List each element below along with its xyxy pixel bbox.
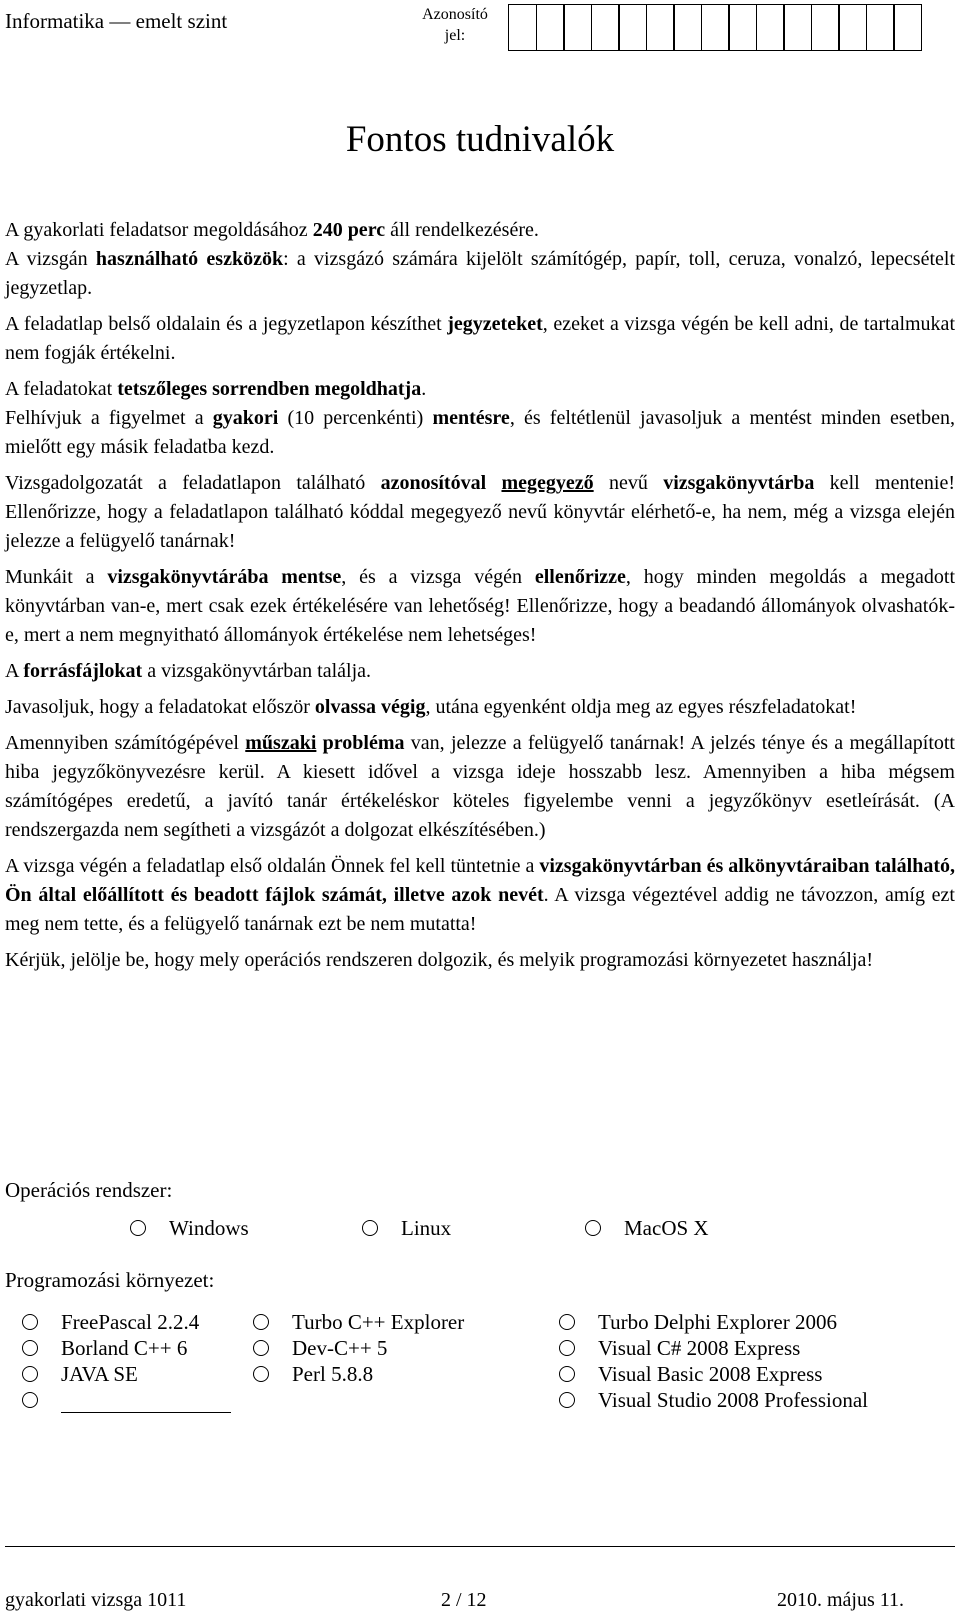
- option-label: Perl 5.8.8: [292, 1362, 374, 1386]
- instructions-body: [5, 216, 955, 982]
- option-item[interactable]: [559, 1310, 837, 1335]
- radio-circle-icon[interactable]: [22, 1366, 38, 1382]
- option-item[interactable]: [585, 1216, 709, 1241]
- emphasis-text: műszaki: [245, 732, 317, 754]
- radio-circle-icon[interactable]: [362, 1220, 378, 1236]
- body-text: áll rendelkezésére.: [385, 219, 539, 241]
- option-item[interactable]: [253, 1310, 464, 1335]
- os-label: Operációs rendszer:: [5, 1178, 173, 1202]
- radio-circle-icon[interactable]: [559, 1366, 575, 1382]
- option-label: MacOS X: [624, 1216, 709, 1240]
- body-text: , és feltétlenül javasoljuk a mentést minden esetben, mielőtt egy másik feladatba kezd.: [5, 407, 955, 458]
- emphasis-text: vizsgakönyvtárába mentse: [107, 566, 342, 588]
- emphasis-text: forrásfájlokat: [23, 660, 143, 682]
- body-text: Javasoljuk, hogy a feladatokat először: [5, 696, 315, 718]
- emphasis-text: mentésre: [432, 407, 510, 429]
- body-text: A vizsgán: [5, 248, 96, 270]
- option-label: Turbo Delphi Explorer 2006: [598, 1310, 837, 1334]
- emphasis-text: gyakori: [212, 407, 279, 429]
- emphasis-text: probléma: [316, 732, 405, 754]
- option-item[interactable]: [130, 1216, 249, 1241]
- option-label: Visual Studio 2008 Professional: [598, 1388, 868, 1412]
- instruction-paragraph: [5, 310, 955, 368]
- instruction-paragraph: [5, 729, 955, 845]
- id-box: [618, 4, 647, 51]
- option-item[interactable]: [253, 1336, 387, 1361]
- instruction-paragraph: [5, 657, 955, 686]
- option-item[interactable]: [22, 1336, 187, 1361]
- emphasis-text: megegyező: [501, 472, 594, 494]
- emphasis-text: használható eszközök: [95, 248, 284, 270]
- radio-circle-icon[interactable]: [22, 1392, 38, 1408]
- body-text: van, jelezze a felügyelő tanárnak! A jelzés ténye és a megállapított hiba jegyzőkönyvezésre kerül. A kiesett idővel a vizsga ideje hosszabb lesz. Amennyiben a hiba mégsem számítógépes eredetű, a javító tanár értékeléskor köteles figyelembe venni a jegyzőkönyv esetleírását. (A rendszergazda nem segítheti a vizsgázót a dolgozat elkészítésében.): [5, 732, 955, 841]
- body-text: A gyakorlati feladatsor megoldásához: [5, 219, 313, 241]
- body-text: nevű: [593, 472, 664, 494]
- id-code-boxes: [508, 4, 921, 51]
- id-box: [728, 4, 757, 51]
- subject-name: Informatika: [5, 9, 105, 33]
- option-item[interactable]: [253, 1362, 373, 1387]
- body-text: (10 percenkénti): [278, 407, 433, 429]
- emphasis-text: tetszőleges sorrendben megoldhatja: [117, 378, 422, 400]
- emphasis-text: vizsgakönyvtárba: [663, 472, 815, 494]
- option-label: Windows: [169, 1216, 249, 1240]
- instruction-paragraph: [5, 852, 955, 939]
- body-text: , hogy minden megoldás a megadott könyvtárban van-e, mert csak ezek értékelésére van lehetőség! Ellenőrizze, hogy a beadandó állományok olvashatók-e, mert a nem megnyitható állományok értékelése nem lehetséges!: [5, 566, 955, 646]
- body-text: kell mentenie! Ellenőrizze, hogy a feladatlapon található kóddal megegyező nevű könyvtár elérhető-e, ha nem, még a vizsga elején jelezze a felügyelő tanárnak!: [5, 472, 955, 552]
- option-label: Borland C++ 6: [61, 1336, 188, 1360]
- option-item[interactable]: [22, 1388, 231, 1413]
- footer-divider: [5, 1546, 955, 1547]
- id-box: [811, 4, 840, 51]
- id-box: [893, 4, 922, 51]
- option-item[interactable]: [559, 1336, 800, 1361]
- radio-circle-icon[interactable]: [22, 1340, 38, 1356]
- blank-fill-line: [61, 1392, 231, 1413]
- option-item[interactable]: [22, 1310, 199, 1335]
- page-title: Fontos tudnivalók: [345, 119, 615, 160]
- id-box: [673, 4, 702, 51]
- body-text: , ezeket a vizsga végén be kell adni, de tartalmukat nem fogják értékelni.: [5, 313, 955, 364]
- id-box: [783, 4, 812, 51]
- body-text: Munkáit a: [5, 566, 108, 588]
- radio-circle-icon[interactable]: [559, 1340, 575, 1356]
- radio-circle-icon[interactable]: [22, 1314, 38, 1330]
- emphasis-text: olvassa végig: [314, 696, 426, 718]
- instruction-paragraph: [5, 245, 955, 303]
- body-text: Kérjük, jelölje be, hogy mely operációs rendszeren dolgozik, és melyik programozási környezetet használja!: [5, 949, 874, 971]
- emphasis-text: azonosítóval: [380, 472, 502, 494]
- emphasis-text: jegyzeteket: [447, 313, 543, 335]
- exam-level: emelt szint: [135, 9, 228, 33]
- radio-circle-icon[interactable]: [585, 1220, 601, 1236]
- option-item[interactable]: [559, 1388, 868, 1413]
- body-text: A: [5, 660, 24, 682]
- id-label: [420, 4, 490, 46]
- id-box: [646, 4, 675, 51]
- body-text: , és a vizsga végén: [341, 566, 535, 588]
- id-box: [508, 4, 537, 51]
- footer-page-number: 2 / 12: [441, 1589, 487, 1611]
- emphasis-text: 240 perc: [312, 219, 386, 241]
- body-text: : a vizsgázó számára kijelölt számítógép, papír, toll, ceruza, vonalzó, lepecsételt jegyzetlap.: [5, 248, 955, 299]
- emphasis-text: ellenőrizze: [534, 566, 626, 588]
- option-label: Turbo C++ Explorer: [292, 1310, 465, 1334]
- radio-circle-icon[interactable]: [253, 1366, 269, 1382]
- id-label-line2: jel:: [444, 27, 466, 44]
- id-box: [563, 4, 592, 51]
- body-text: A feladatokat: [5, 378, 118, 400]
- body-text: A vizsga végén a feladatlap első oldalán Önnek fel kell tüntetnie a: [5, 855, 540, 877]
- instruction-paragraph: [5, 375, 955, 404]
- id-box: [838, 4, 867, 51]
- emphasis-text: vizsgakönyvtárban és alkönyvtáraiban található, Ön által előállított és beadott fájlok számát, illetve azok nevét: [5, 855, 956, 906]
- instruction-paragraph: [5, 946, 955, 975]
- id-box: [701, 4, 730, 51]
- option-item[interactable]: [559, 1362, 822, 1387]
- radio-circle-icon[interactable]: [559, 1314, 575, 1330]
- radio-circle-icon[interactable]: [253, 1314, 269, 1330]
- body-text: . A vizsga végeztével addig ne távozzon, amíg ezt meg nem tette, és a felügyelő tanárnak ezt be nem mutatta!: [5, 884, 955, 935]
- instruction-paragraph: [5, 693, 955, 722]
- env-label: Programozási környezet:: [5, 1268, 215, 1292]
- body-text: .: [421, 378, 427, 400]
- footer-date: 2010. május 11.: [777, 1589, 905, 1611]
- body-text: Felhívjuk a figyelmet a: [5, 407, 213, 429]
- instruction-paragraph: [5, 216, 955, 245]
- option-label: Linux: [401, 1216, 452, 1240]
- id-label-line1: Azonosító: [422, 6, 488, 23]
- option-item[interactable]: [22, 1362, 138, 1387]
- id-box: [756, 4, 785, 51]
- option-label: JAVA SE: [61, 1362, 138, 1386]
- id-box: [536, 4, 565, 51]
- radio-circle-icon[interactable]: [130, 1220, 146, 1236]
- id-box: [866, 4, 895, 51]
- header-dash: —: [109, 9, 131, 33]
- option-label: FreePascal 2.2.4: [61, 1310, 200, 1334]
- radio-circle-icon[interactable]: [253, 1340, 269, 1356]
- page-header: [0, 0, 960, 52]
- body-text: Vizsgadolgozatát a feladatlapon található: [5, 472, 381, 494]
- option-label: Visual C# 2008 Express: [598, 1336, 801, 1360]
- footer-exam: gyakorlati vizsga 1011: [5, 1589, 187, 1611]
- body-text: a vizsgakönyvtárban találja.: [142, 660, 372, 682]
- id-box: [591, 4, 620, 51]
- header-subject: [5, 9, 227, 34]
- body-text: , utána egyenként oldja meg az egyes részfeladatokat!: [425, 696, 857, 718]
- instruction-paragraph: [5, 404, 955, 462]
- option-label: Visual Basic 2008 Express: [598, 1362, 823, 1386]
- option-item[interactable]: [362, 1216, 451, 1241]
- radio-circle-icon[interactable]: [559, 1392, 575, 1408]
- instruction-paragraph: [5, 563, 955, 650]
- option-label: Dev-C++ 5: [292, 1336, 388, 1360]
- instruction-paragraph: [5, 469, 955, 556]
- body-text: A feladatlap belső oldalain és a jegyzetlapon készíthet: [5, 313, 448, 335]
- body-text: Amennyiben számítógépével: [5, 732, 246, 754]
